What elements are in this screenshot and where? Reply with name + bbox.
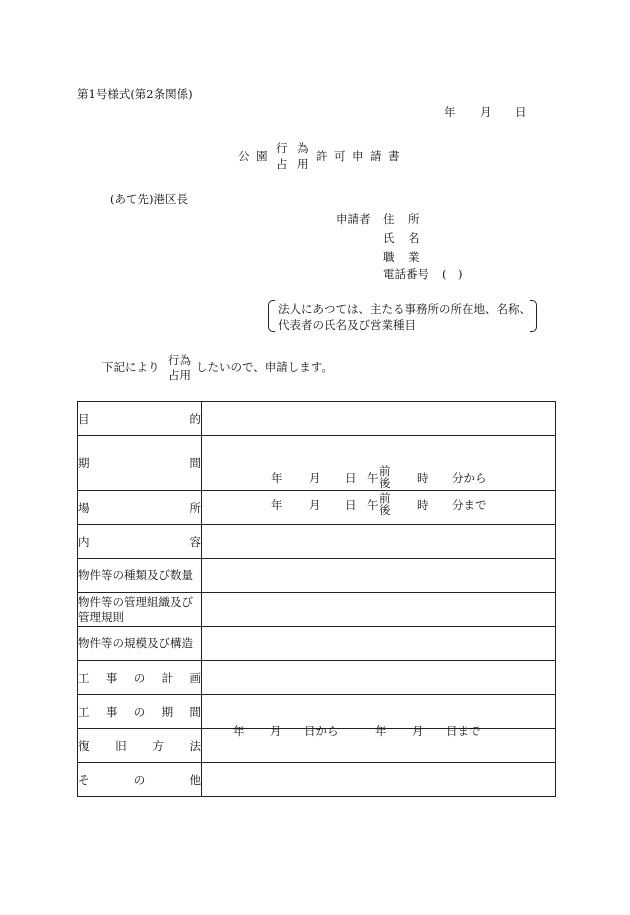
title-bottom-1: 占 [276, 157, 288, 171]
request-after: したいので、申請します。 [196, 360, 333, 374]
title-suffix-1: 許 [316, 149, 328, 163]
title-top-1: 行 [276, 141, 288, 155]
cp-start-month: 月 [270, 723, 282, 738]
address-label-1: 住 [383, 212, 395, 226]
cp-end-to: 日まで [446, 723, 481, 738]
date-year: 年 [444, 105, 456, 119]
request-bottom: 占用 [168, 368, 191, 382]
location-label: 場 所 [78, 491, 202, 525]
table-row [78, 525, 556, 559]
end-pm: 後 [379, 503, 391, 517]
occupation-label-1: 職 [383, 250, 395, 264]
occupation-label-2: 業 [408, 250, 420, 264]
request-before: 下記により [102, 360, 160, 374]
title-top-2: 為 [297, 141, 309, 155]
cp-end-month: 月 [412, 723, 424, 738]
construction-plan-value[interactable] [202, 661, 556, 695]
end-am: 前 [379, 491, 391, 505]
form-number: 第1号様式(第2条関係) [77, 87, 193, 101]
start-noon: 午 [367, 471, 379, 485]
cp-end-year: 年 [375, 723, 387, 738]
title-suffix-4: 請 [370, 149, 382, 163]
restoration-label: 復 旧 方 法 [78, 729, 202, 763]
end-month: 月 [309, 498, 321, 512]
content-value[interactable] [202, 525, 556, 559]
table-row [78, 593, 556, 627]
corporate-note-line1: 法人にあつては、主たる事務所の所在地、名称、 [278, 302, 531, 316]
period-value[interactable] [202, 436, 556, 517]
title-prefix-2: 園 [256, 149, 268, 163]
table-row [78, 695, 556, 729]
purpose-value[interactable] [202, 402, 556, 436]
addressee: (あて先)港区長 [110, 192, 188, 206]
cp-start-year: 年 [233, 723, 245, 738]
end-year: 年 [271, 498, 283, 512]
table-row [78, 763, 556, 797]
construction-period-value[interactable] [202, 695, 556, 738]
object-type-quantity-label: 物件等の種類及び数量 [78, 559, 202, 593]
phone-label: 電話番号 [383, 267, 429, 281]
management-value[interactable] [202, 593, 556, 627]
title-suffix-3: 申 [352, 149, 364, 163]
phone-parens: ( ) [442, 267, 463, 281]
applicant-label: 申請者 [336, 212, 371, 226]
other-label: そ の 他 [78, 763, 202, 797]
end-day: 日 [345, 498, 357, 512]
table-row [78, 402, 556, 436]
end-noon: 午 [367, 498, 379, 512]
name-label-2: 名 [408, 231, 420, 245]
content-label: 内 容 [78, 525, 202, 559]
scale-structure-value[interactable] [202, 627, 556, 661]
title-prefix-1: 公 [238, 149, 250, 163]
start-hour: 時 [417, 471, 429, 485]
corporate-note-line2: 代表者の氏名及び営業種目 [278, 318, 416, 332]
title-bottom-2: 用 [297, 157, 309, 171]
purpose-label: 目 的 [78, 402, 202, 436]
start-am: 前 [379, 464, 391, 478]
start-day: 日 [345, 471, 357, 485]
period-label: 期 間 [78, 436, 202, 491]
title-suffix-2: 可 [334, 149, 346, 163]
end-hour: 時 [417, 498, 429, 512]
date-month: 月 [480, 105, 492, 119]
table-row [78, 661, 556, 695]
right-bracket [530, 300, 537, 332]
address-label-2: 所 [408, 212, 420, 226]
cp-start-from: 日から [304, 723, 339, 738]
end-minute-to: 分まで [452, 498, 487, 512]
request-top: 行為 [168, 353, 191, 367]
other-value[interactable] [202, 763, 556, 797]
name-label-1: 氏 [383, 231, 395, 245]
table-row [78, 627, 556, 661]
construction-plan-label: 工 事 の 計 画 [78, 661, 202, 695]
start-month: 月 [309, 471, 321, 485]
date-day: 日 [515, 105, 527, 119]
start-pm: 後 [379, 476, 391, 490]
table-row [78, 559, 556, 593]
start-year: 年 [271, 471, 283, 485]
table-row [78, 436, 556, 491]
object-type-quantity-value[interactable] [202, 559, 556, 593]
construction-period-label: 工 事 の 期 間 [78, 695, 202, 729]
title-suffix-5: 書 [388, 149, 400, 163]
management-label: 物件等の管理組織及び管理規則 [78, 593, 202, 627]
scale-structure-label: 物件等の規模及び構造 [78, 627, 202, 661]
application-table [77, 401, 556, 797]
left-bracket [268, 300, 275, 332]
start-minute-from: 分から [452, 471, 487, 485]
